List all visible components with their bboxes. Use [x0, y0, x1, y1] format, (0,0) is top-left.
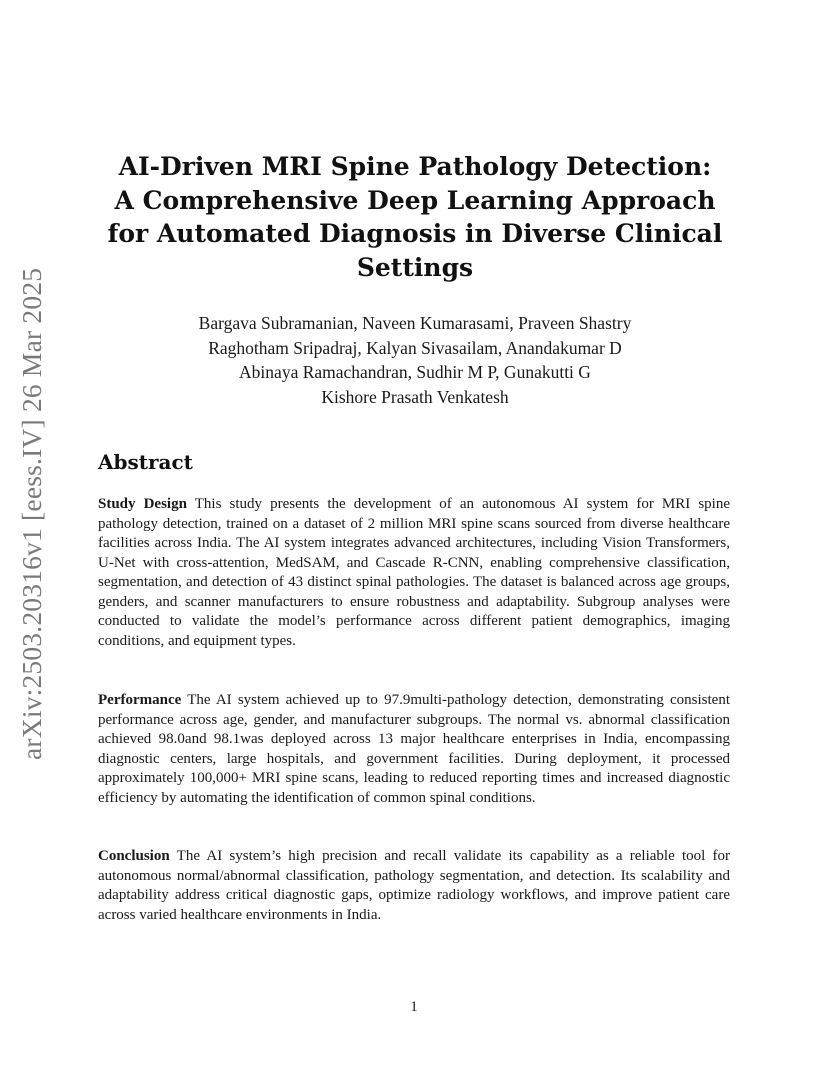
performance-paragraph — [98, 691, 730, 808]
study-design-paragraph — [98, 495, 730, 651]
study-design-text: This study presents the development of an autonomous AI system for MRI spine pathology detection, trained on a dataset of 2 million MRI spine scans sourced from diverse healthcare facilities across India. The AI system integrates advanced architectures, including Vision Transformers, U-Net with cross-attention, MedSAM, and Cascade R-CNN, enabling comprehensive classification, segmentation, and detection of 43 distinct spinal pathologies. The dataset is balanced across age groups, genders, and scanner manufacturers to ensure robustness and adaptability. Subgroup analyses were conducted to validate the model’s performance across different patient demographics, imaging conditions, and equipment types. — [98, 496, 730, 649]
author-line: Kishore Prasath Venkatesh — [321, 386, 509, 407]
author-line: Bargava Subramanian, Naveen Kumarasami, Praveen Shastry — [198, 313, 632, 333]
page-number: 1 — [410, 999, 418, 1015]
title-line: Settings — [356, 252, 474, 282]
performance-text: The AI system achieved up to 97.9multi-pathology detection, demonstrating consistent performance across age, gender, and manufacturer subgroups. The normal vs. abnormal classification achieved 98.0and 98.1was deployed across 13 major healthcare enterprises in India, encompassing diagnostic centers, large hospitals, and government facilities. During deployment, it processed approximately 100,000+ MRI spine scans, leading to reduced reporting times and increased diagnostic efficiency by automating the identification of common spinal conditions. — [98, 692, 730, 806]
title-line: A Comprehensive Deep Learning Approach — [114, 185, 716, 215]
abstract-heading: Abstract — [98, 450, 193, 474]
title-line: AI-Driven MRI Spine Pathology Detection: — [118, 152, 712, 181]
conclusion-paragraph — [98, 847, 730, 925]
conclusion-label: Conclusion — [98, 848, 170, 864]
performance-label: Performance — [98, 692, 182, 708]
arxiv-identifier: arXiv:2503.20316v1 [eess.IV] 26 Mar 2025 — [16, 267, 47, 760]
study-design-label: Study Design — [98, 496, 187, 512]
author-line: Raghotham Sripadraj, Kalyan Sivasailam, Anandakumar D — [208, 337, 622, 358]
paper-title — [90, 150, 740, 284]
author-list — [100, 311, 730, 409]
title-line: for Automated Diagnosis in Diverse Clinical — [107, 219, 723, 248]
author-line: Abinaya Ramachandran, Sudhir M P, Gunakutti G — [239, 362, 591, 382]
conclusion-text: The AI system’s high precision and recall validate its capability as a reliable tool for autonomous normal/abnormal classification, pathology segmentation, and detection. Its scalability and adaptability address critical diagnostic gaps, optimize radiology workflows, and improve patient care across varied healthcare environments in India. — [98, 848, 731, 923]
